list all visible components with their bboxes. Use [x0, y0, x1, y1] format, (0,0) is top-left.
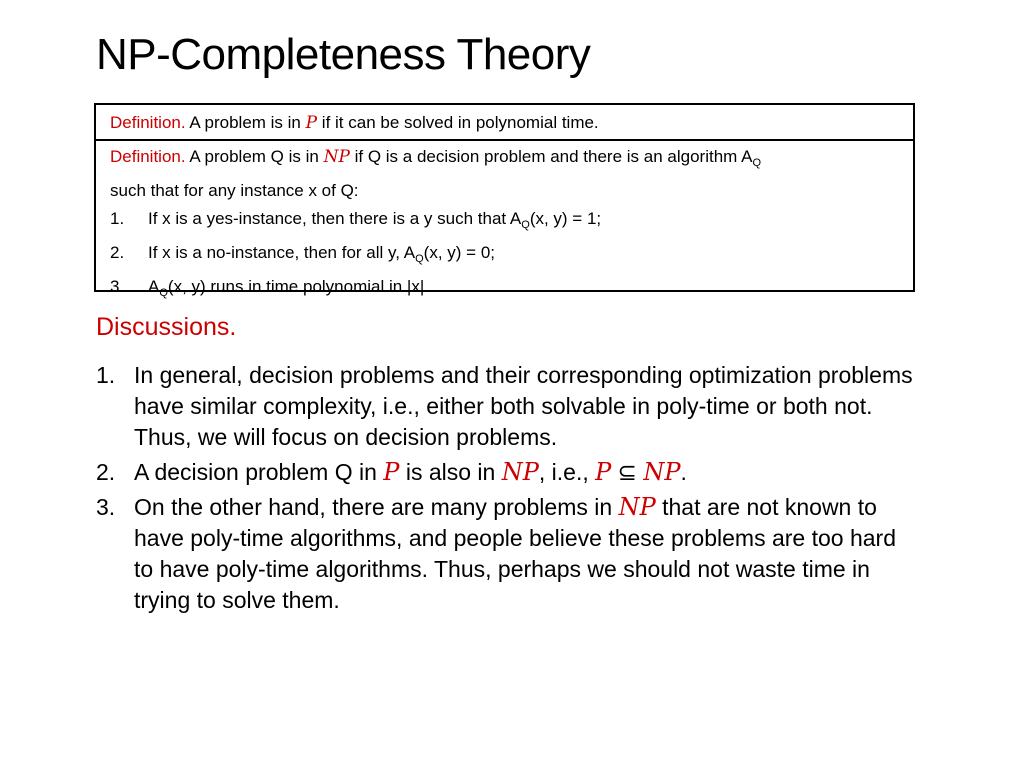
list-item: [96, 360, 916, 453]
item-text: , i.e.,: [538, 459, 596, 485]
class-np-symbol: NP: [323, 147, 350, 167]
class-np-symbol: NP: [618, 493, 656, 521]
item-text: In general, decision problems and their corresponding optimization problems have similar complexity, i.e., either both solvable in poly-time or both not. Thus, we will focus on decision problems.: [134, 362, 913, 450]
class-np-symbol: NP: [643, 458, 681, 486]
item-text: On the other hand, there are many problems in: [134, 494, 619, 520]
definition-text: A problem Q is in: [185, 147, 324, 166]
list-item: [110, 273, 899, 307]
item-text: (x, y) = 1;: [529, 209, 602, 228]
list-number: 2.: [96, 459, 116, 485]
item-text: (x, y) runs in time polynomial in |x|.: [167, 277, 429, 296]
subscript: Q: [415, 253, 424, 265]
definition-np-line2: such that for any instance x of Q:: [110, 181, 359, 200]
class-np-symbol: NP: [501, 458, 539, 486]
slide-title: NP-Completeness Theory: [96, 30, 591, 79]
item-text-group: [134, 492, 916, 616]
definition-conditions-list: [110, 205, 899, 307]
item-text: If x is a yes-instance, then there is a y such that A: [148, 209, 522, 228]
item-text: If x is a no-instance, then for all y, A: [148, 243, 416, 262]
list-number: 3.: [96, 494, 116, 520]
definition-text: A problem is in: [185, 113, 306, 132]
subscript: Q: [521, 219, 530, 231]
list-number: 2.: [110, 243, 125, 262]
definition-np-line1: [110, 143, 899, 177]
list-item: [110, 239, 899, 273]
list-number: 3.: [110, 277, 125, 296]
list-number: 1.: [110, 209, 125, 228]
class-p-symbol: P: [383, 458, 400, 486]
definition-text: if it can be solved in polynomial time.: [317, 113, 599, 132]
class-p-symbol: P: [595, 458, 612, 486]
item-text: A: [148, 277, 160, 296]
item-text: is also in: [399, 459, 502, 485]
discussions-list: [96, 360, 916, 620]
list-item: [96, 457, 916, 488]
subset-symbol: ⊆: [611, 459, 644, 485]
definition-label: Definition.: [110, 113, 186, 132]
subscript: Q: [159, 287, 168, 299]
list-item: [110, 205, 899, 239]
subscript: Q: [752, 157, 761, 169]
list-number: 1.: [96, 362, 116, 388]
definition-label: Definition.: [110, 147, 186, 166]
item-text-group: [134, 457, 687, 488]
definition-p-box: [94, 103, 915, 141]
list-item: [96, 492, 916, 616]
item-text: that are not known to have poly-time algorithms, and people believe these problems are too hard to have poly-time algorithms. Thus, perhaps we should not waste time in trying to solve them.: [134, 494, 896, 613]
definition-np-box: [94, 139, 915, 299]
class-p-symbol: P: [305, 113, 318, 133]
discussions-heading: Discussions.: [96, 313, 237, 341]
item-text: .: [680, 459, 687, 485]
item-text: (x, y) = 0;: [423, 243, 495, 262]
item-text: A decision problem Q in: [134, 459, 384, 485]
definition-text: if Q is a decision problem and there is an algorithm A: [349, 147, 753, 166]
